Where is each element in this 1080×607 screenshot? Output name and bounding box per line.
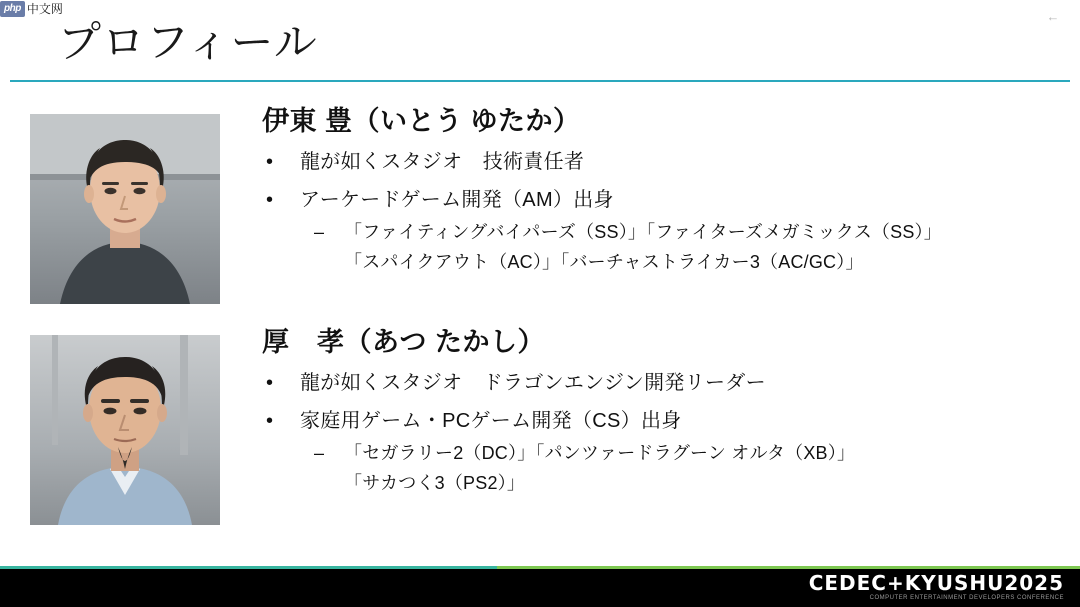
- watermark: [0, 0, 63, 18]
- profile-name: 厚 孝（あつ たかし）: [262, 327, 546, 357]
- profile-subitem: 「スパイクアウト（AC）」「バーチャストライカー3（AC/GC）」: [344, 252, 864, 272]
- slide-content: [0, 96, 1080, 566]
- title-divider: [10, 80, 1070, 82]
- footer: [0, 569, 1080, 607]
- watermark-label: 中文网: [26, 2, 63, 16]
- avatar: [30, 335, 220, 525]
- profile-text: [262, 323, 1052, 497]
- profile-bullet: • アーケードゲーム開発（AM）出身: [262, 184, 1052, 216]
- profile-name: 伊東 豊（いとう ゆたか）: [262, 106, 581, 136]
- event-logo-subtitle: COMPUTER ENTERTAINMENT DEVELOPERS CONFERENCE: [869, 595, 1064, 601]
- event-logo: [809, 573, 1064, 601]
- profile-bullet: • 龍が如くスタジオ ドラゴンエンジン開発リーダー: [262, 367, 1052, 399]
- profile-bullet: • 家庭用ゲーム・PCゲーム開発（CS）出身: [262, 405, 1052, 437]
- profile-subitem: – 「セガラリー2（DC）」「パンツァードラグーン オルタ（XB）」: [262, 439, 1052, 467]
- back-arrow-icon[interactable]: ←: [1046, 9, 1060, 24]
- avatar: [30, 114, 220, 304]
- profile-subitem: – 「ファイティングバイパーズ（SS）」「ファイターズメガミックス（SS）」: [262, 218, 1052, 246]
- page-title: プロフィール: [58, 19, 318, 67]
- event-logo-title: CEDEC+KYUSHU2025: [808, 571, 1064, 595]
- profile-text: [262, 102, 1052, 276]
- php-logo-badge: php: [0, 1, 25, 17]
- profile-subitem: 「サカつく3（PS2）」: [344, 473, 526, 493]
- profile-bullet: • 龍が如くスタジオ 技術責任者: [262, 146, 1052, 178]
